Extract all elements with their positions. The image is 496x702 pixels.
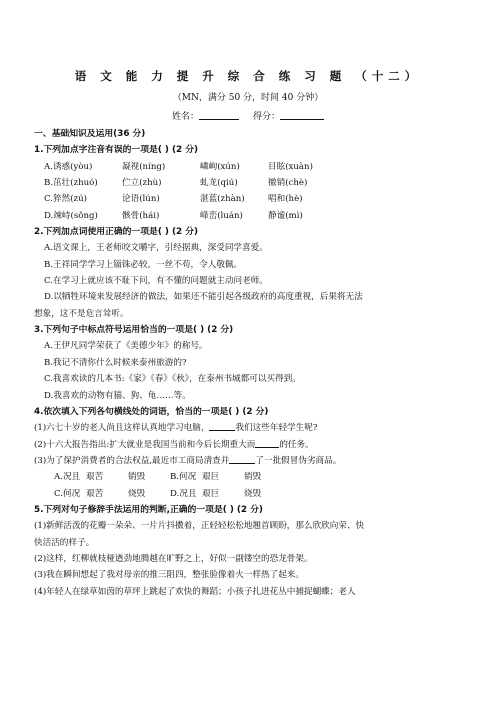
score-blank[interactable] [280,110,324,120]
option-text: 销毁 [128,472,146,483]
question-4-sentence [34,420,474,436]
question-4-sentence [34,453,474,469]
option-text: 烧毁 [244,488,262,499]
option-text: 嶙峋(xún) [200,161,240,172]
question-5-sentence: (2)这样，红柳就枝桠遒劲地腾越在旷野之上，好似一副镂空的恐龙骨架。 [34,553,313,564]
question-2-option: A.语文课上，王老师咬文嚼字，引经据典，深受同学喜爱。 [44,243,268,254]
question-3-option: A.王伊凡同学荣获了《美德少年》的称号。 [44,341,208,352]
option-text: B.茁壮(zhuó) [44,178,98,189]
question-4-options [34,486,474,502]
option-text: A.况且 [54,472,81,483]
question-2-option: D.以牺牲环境来发展经济的做法，如果还不能引起各级政府的高度重视，后果将无法 [44,292,363,303]
option-text: 撤销(chè) [268,178,308,189]
option-text: 艰苦 [86,472,104,483]
option-text: B.何况 [170,472,197,483]
section-heading: 一、基础知识及运用(36 分) [34,129,146,139]
question-5-stem: 5.下列对句子修辞手法运用的判断,正确的一项是( ) (2 分) [34,504,263,515]
option-text: D.竦峙(sǒng) [44,210,98,221]
option-text: 峰峦(luán) [200,210,243,221]
sentence-part: (3)为了保护消费者的合法权益,最近市工商局清查并 [34,455,230,466]
questions [34,126,474,600]
option-text: D.况且 [170,488,197,499]
question-1-stem: 1.下列加点字注音有误的一项是( ) (2 分) [34,145,199,156]
question-4-options [34,469,474,485]
option-text: 烧毁 [128,488,146,499]
option-text: 艰巨 [202,488,220,499]
student-info-line [0,109,496,122]
question-5-sentence: (1)新鲜活泼的花瓣一朵朵、一片片抖擞着，正轻轻松松地翘首顾盼，那么欣欣向荣、快 [34,521,365,532]
option-text: A.诱惑(yòu) [44,161,93,172]
question-3-option: B.我记不清你什么时候来泰州旅游的? [44,357,187,368]
option-text: C.何况 [54,488,81,499]
score-label: 得分： [253,112,281,122]
option-text: 骸骨(hái) [122,210,160,221]
sentence-part: (2)十六大报告指出:扩大就业是我国当前和今后长期重大而 [34,439,256,450]
fill-blank[interactable] [209,421,235,431]
option-text: 静谧(mì) [268,210,303,221]
question-2-option: C.在学习上就应该不耻下问，有不懂的问题就主动问老师。 [44,276,268,287]
question-3-option: C.我喜欢读的几本书:《家》《春》《秋》，在泰州书城都可以买得到。 [44,374,301,385]
option-text: 目眩(xuàn) [268,161,313,172]
question-1-row [34,175,474,191]
sentence-part: (1)六七十岁的老人尚且这样认真地学习电脑， [34,423,210,434]
option-text: 艰苦 [86,488,104,499]
fill-blank[interactable] [229,454,255,464]
name-label: 姓名： [171,112,199,122]
fill-blank[interactable] [255,438,279,448]
name-blank[interactable] [199,110,239,120]
question-2-option: B.王祥同学学习上锱铢必较，一丝不苟，令人敬佩。 [44,259,243,270]
option-text: 唱和(hè) [268,194,303,205]
question-5-sentence: (4)年轻人在绿草如茵的草坪上跳起了欢快的舞蹈；小孩子扎进花丛中捕捉蝴蝶；老人 [34,586,356,597]
page-subtitle: （MN，满分 50 分，时间 40 分钟） [172,93,324,103]
question-4-sentence [34,437,474,453]
question-2-stem: 2.下列加点词使用正确的一项是( ) (2 分) [34,227,199,238]
question-5-sentence: (3)我在瞬间想起了我对母亲的推三阻四，整张脸像着火一样热了起来。 [34,570,304,581]
question-1-row [34,208,474,224]
question-5-sentence-cont: 快活活的样子。 [34,537,95,548]
option-text: C.猝然(zú) [44,194,87,205]
question-3-stem: 3.下列句子中标点符号运用恰当的一项是( ) (2 分) [34,325,234,336]
option-text: 销毁 [244,472,262,483]
page-title: 语 文 能 力 提 升 综 合 练 习 题 （十二） [74,69,422,83]
option-text: 艰巨 [202,472,220,483]
option-text: 伫立(zhù) [122,178,162,189]
sentence-part: 的任务。 [279,439,314,450]
sentence-part: 我们这些年轻学生呢? [235,423,318,434]
sentence-part: 了一批假冒伪劣商品。 [255,455,342,466]
question-4-stem: 4.依次填入下列各句横线处的词语，恰当的一项是( ) (2 分) [34,406,269,417]
option-text: 湛蓝(zhàn) [200,194,245,205]
question-1-row [34,159,474,175]
question-3-option: D.我喜欢的动物有猫、狗、龟……等。 [44,390,191,401]
question-2-option-cont: 想象，这不是危言耸听。 [34,308,129,319]
question-1-row [34,191,474,207]
option-text: 虬龙(qiú) [200,178,238,189]
option-text: 论语(lún) [122,194,160,205]
option-text: 凝视(níng) [122,161,166,172]
